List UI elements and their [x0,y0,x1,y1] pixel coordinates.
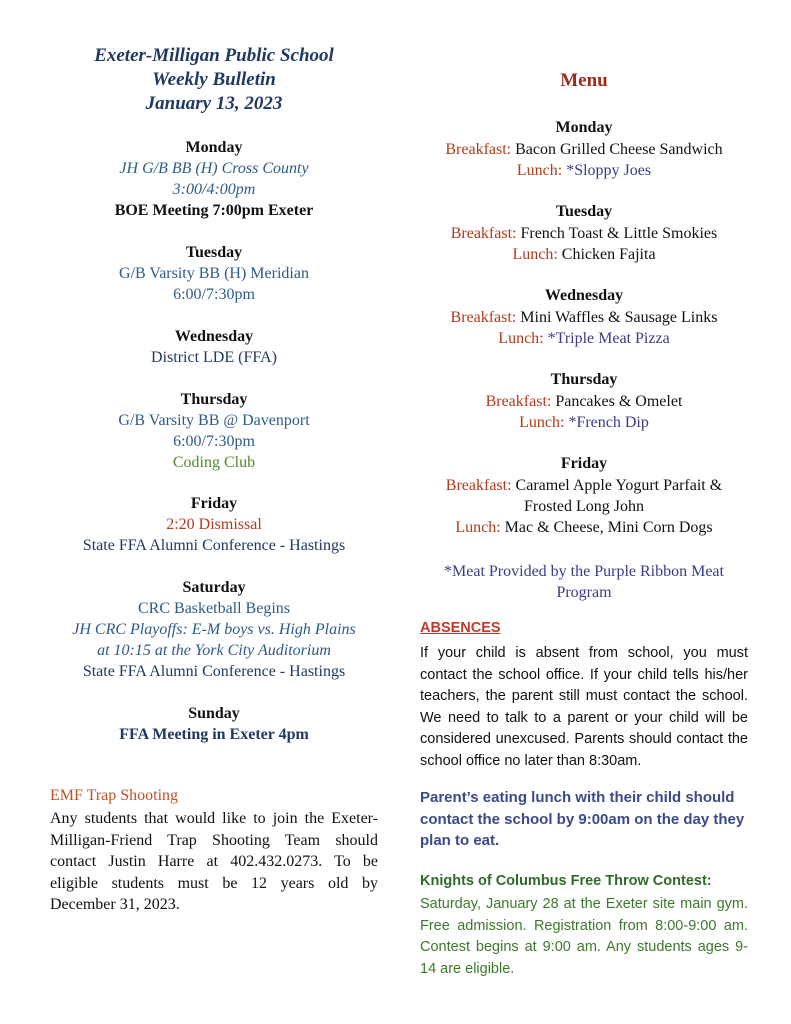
meat-provider-note-line1: *Meat Provided by the Purple Ribbon Meat [444,563,724,580]
menu-thursday-breakfast-item: Pancakes & Omelet [555,393,683,410]
menu-friday-lunch [420,517,748,538]
schedule-tuesday-time: 6:00/7:30pm [173,286,255,303]
menu-monday-lunch-item: *Sloppy Joes [566,162,652,179]
menu-title: Menu [560,70,608,91]
breakfast-label: Breakfast: [445,141,512,158]
menu-day-monday: Monday [555,119,613,136]
schedule-friday-conference: State FFA Alumni Conference - Hastings [82,537,346,554]
menu-friday-breakfast [420,475,748,496]
menu-tuesday-breakfast-item: French Toast & Little Smokies [520,225,718,242]
menu-friday-breakfast-item: Caramel Apple Yogurt Parfait & [515,477,723,494]
bulletin-title: Weekly Bulletin [152,69,276,90]
schedule-friday-dismissal: 2:20 Dismissal [166,516,262,533]
lunch-label: Lunch: [512,246,558,263]
schedule-sunday-ffa: FFA Meeting in Exeter 4pm [119,726,309,743]
schedule-wednesday-event: District LDE (FFA) [151,349,277,366]
menu-thursday-breakfast [420,391,748,412]
menu-tuesday-lunch-item: Chicken Fajita [561,246,656,263]
parent-lunch-note: Parent’s eating lunch with their child should contact the school by 9:00am on the day they plan to eat. [420,789,745,849]
menu-tuesday-breakfast [420,223,748,244]
menu-day-friday: Friday [560,455,608,472]
trap-shooting-body: Any students that would like to join the Exeter-Milligan-Friend Trap Shooting Team should contact Justin Harre at 402.432.0273. To be eligible students must be 12 years old by December 31, 2023. [50,810,378,913]
breakfast-label: Breakfast: [450,225,517,242]
breakfast-label: Breakfast: [485,393,552,410]
school-name: Exeter-Milligan Public School [94,45,334,66]
schedule-thursday-time: 6:00/7:30pm [173,433,255,450]
schedule-thursday-event: G/B Varsity BB @ Davenport [118,412,310,429]
absences-title: ABSENCES [420,620,501,636]
menu-friday-lunch-item: Mac & Cheese, Mini Corn Dogs [504,519,713,536]
menu-wednesday-lunch [420,328,748,349]
schedule-saturday-conference: State FFA Alumni Conference - Hastings [82,663,346,680]
schedule-day-saturday: Saturday [182,579,246,596]
schedule-monday-time: 3:00/4:00pm [172,181,256,198]
schedule-monday-boe: BOE Meeting 7:00pm Exeter [114,202,314,219]
trap-shooting-title: EMF Trap Shooting [50,787,179,804]
schedule-monday-event: JH G/B BB (H) Cross County [119,160,309,177]
schedule-saturday-location: at 10:15 at the York City Auditorium [97,642,331,659]
menu-thursday-lunch [420,412,748,433]
menu-thursday-lunch-item: *French Dip [568,414,649,431]
schedule-thursday-club: Coding Club [172,454,256,471]
menu-wednesday-lunch-item: *Triple Meat Pizza [547,330,670,347]
lunch-label: Lunch: [516,162,563,179]
koc-contest-body: Saturday, January 28 at the Exeter site main gym. Free admission. Registration from 8:00-9:00 am. Contest begins at 9:00 am. Any students ages 9-14 are eligible. [420,896,748,977]
menu-friday-breakfast-cont: Frosted Long John [524,498,644,515]
absences-body: If your child is absent from school, you must contact the school office. If your child tells his/her teachers, the parent still must contact the school. We need to talk to a parent or your child will be considered unexcused. Parents should contact the school office no later than 8:30am. [420,645,748,769]
lunch-label: Lunch: [455,519,501,536]
meat-provider-note-line2: Program [556,584,612,601]
menu-day-tuesday: Tuesday [555,203,613,220]
breakfast-label: Breakfast: [450,309,517,326]
schedule-day-friday: Friday [190,495,238,512]
menu-monday-breakfast-item: Bacon Grilled Cheese Sandwich [515,141,723,158]
menu-wednesday-breakfast-item: Mini Waffles & Sausage Links [520,309,718,326]
menu-tuesday-lunch [420,244,748,265]
schedule-day-thursday: Thursday [180,391,248,408]
schedule-day-wednesday: Wednesday [174,328,254,345]
bulletin-date: January 13, 2023 [145,93,283,114]
menu-day-wednesday: Wednesday [544,287,624,304]
schedule-day-tuesday: Tuesday [185,244,243,261]
menu-monday-breakfast [420,139,748,160]
lunch-label: Lunch: [519,414,565,431]
menu-monday-lunch [420,160,748,181]
lunch-label: Lunch: [498,330,544,347]
meat-provider-note [420,561,748,603]
koc-contest-title: Knights of Columbus Free Throw Contest: [420,873,712,889]
schedule-saturday-crc: CRC Basketball Begins [138,600,290,617]
schedule-day-monday: Monday [185,139,243,156]
schedule-saturday-playoffs: JH CRC Playoffs: E-M boys vs. High Plains [72,621,356,638]
menu-day-thursday: Thursday [550,371,618,388]
schedule-day-sunday: Sunday [188,705,240,722]
schedule-tuesday-event: G/B Varsity BB (H) Meridian [119,265,309,282]
menu-wednesday-breakfast [420,307,748,328]
breakfast-label: Breakfast: [445,477,512,494]
